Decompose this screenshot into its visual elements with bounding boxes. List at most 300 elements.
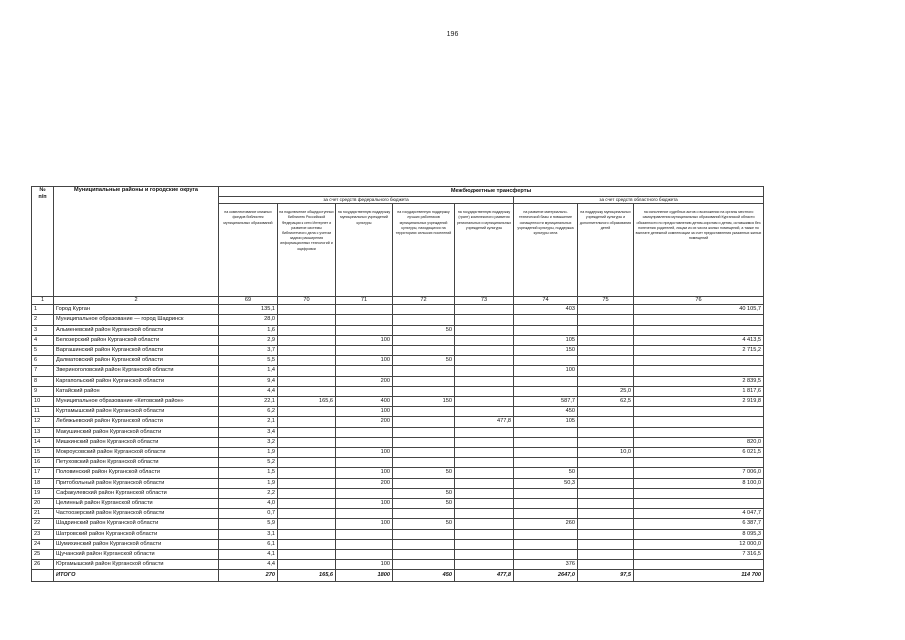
cell-c72 (393, 448, 455, 458)
cell-c74: 587,7 (514, 397, 578, 407)
cell-c76: 7 006,0 (634, 468, 764, 478)
cell-c71 (336, 315, 393, 325)
cell-c75 (578, 376, 634, 386)
cell-c74 (514, 458, 578, 468)
cell-c70 (278, 509, 336, 519)
cell-c72 (393, 437, 455, 447)
cell-c73 (455, 488, 514, 498)
cell-c72: 50 (393, 519, 455, 529)
cell-c76: 820,0 (634, 437, 764, 447)
cell-c70 (278, 437, 336, 447)
table-row (32, 407, 764, 417)
cell-c69: 22,1 (219, 397, 278, 407)
column-number: 1 (32, 297, 54, 305)
cell-c75 (578, 499, 634, 509)
cell-c76: 4 047,7 (634, 509, 764, 519)
cell-c72 (393, 478, 455, 488)
cell-c69: 1,9 (219, 448, 278, 458)
municipality-name: Город Курган (54, 305, 219, 315)
table-row (32, 325, 764, 335)
cell-c70 (278, 417, 336, 427)
cell-c74 (514, 325, 578, 335)
column-number: 74 (514, 297, 578, 305)
municipality-name: Шатровский район Курганской области (54, 529, 219, 539)
cell-c75 (578, 509, 634, 519)
cell-c73 (455, 305, 514, 315)
cell-c74 (514, 448, 578, 458)
cell-c70 (278, 519, 336, 529)
municipality-name: Мокроусовский район Курганской области (54, 448, 219, 458)
municipality-name: Муниципальное образование «Кетовский район» (54, 397, 219, 407)
cell-c75: 62,5 (578, 397, 634, 407)
cell-c70 (278, 560, 336, 570)
cell-c71 (336, 488, 393, 498)
municipality-name: Щучанский район Курганской области (54, 550, 219, 560)
row-number: 23 (32, 529, 54, 539)
row-number: 18 (32, 478, 54, 488)
header-federal: за счет средств федерального бюджета (219, 197, 514, 204)
cell-c74 (514, 376, 578, 386)
cell-c74 (514, 499, 578, 509)
cell-c75 (578, 315, 634, 325)
total-c71: 1800 (336, 570, 393, 582)
total-c74: 2647,0 (514, 570, 578, 582)
header-name: Муниципальные районы и городские округа (54, 187, 219, 297)
cell-c70 (278, 529, 336, 539)
cell-c72: 50 (393, 356, 455, 366)
table-row (32, 315, 764, 325)
cell-c76: 2 919,8 (634, 397, 764, 407)
cell-c69: 5,5 (219, 356, 278, 366)
cell-c76: 6 387,7 (634, 519, 764, 529)
header-col-70: на подключение общедоступных библиотек Российской Федерации к сети Интернет и развитие системы библиотечного дела с учетом задачи расширения информационных технологий и оцифровки (278, 204, 336, 297)
cell-c73 (455, 458, 514, 468)
cell-c71: 200 (336, 376, 393, 386)
row-number: 12 (32, 417, 54, 427)
table-row (32, 397, 764, 407)
cell-c70: 165,6 (278, 397, 336, 407)
cell-c70 (278, 468, 336, 478)
municipality-name: Сафакулевский район Курганской области (54, 488, 219, 498)
row-number: 20 (32, 499, 54, 509)
table-row (32, 366, 764, 376)
cell-c75 (578, 437, 634, 447)
cell-c69: 0,7 (219, 509, 278, 519)
cell-c69: 135,1 (219, 305, 278, 315)
row-number: 15 (32, 448, 54, 458)
cell-c71: 200 (336, 417, 393, 427)
cell-c74: 450 (514, 407, 578, 417)
total-c75: 97,5 (578, 570, 634, 582)
table-row (32, 478, 764, 488)
cell-c72 (393, 335, 455, 345)
cell-c76: 7 316,5 (634, 550, 764, 560)
cell-c75 (578, 488, 634, 498)
header-col-76: на исполнение судебных актов о возложении на органы местного самоуправления муниципальных образований Курганской области обязанности по предоставлению детям-сиротам и детям, оставшимся без попечения родителей, лицам из их числа жилых помещений, а также по выплате денежной компенсации за счет предоставления указанных жилых помещений (634, 204, 764, 297)
cell-c72 (393, 539, 455, 549)
cell-c70 (278, 376, 336, 386)
cell-c75 (578, 529, 634, 539)
cell-c69: 2,1 (219, 417, 278, 427)
cell-c75 (578, 346, 634, 356)
cell-c73 (455, 550, 514, 560)
cell-c69: 4,4 (219, 560, 278, 570)
cell-c72 (393, 529, 455, 539)
row-number: 5 (32, 346, 54, 356)
column-number: 70 (278, 297, 336, 305)
cell-c73 (455, 448, 514, 458)
cell-c74 (514, 427, 578, 437)
table-row (32, 539, 764, 549)
cell-c73 (455, 437, 514, 447)
table-row (32, 417, 764, 427)
total-c73: 477,8 (455, 570, 514, 582)
cell-c73 (455, 356, 514, 366)
row-number: 24 (32, 539, 54, 549)
municipality-name: Половинский район Курганской области (54, 468, 219, 478)
cell-c72 (393, 407, 455, 417)
cell-c76 (634, 417, 764, 427)
cell-c76: 2 715,2 (634, 346, 764, 356)
municipality-name: Шумихинский район Курганской области (54, 539, 219, 549)
cell-c71: 100 (336, 519, 393, 529)
municipality-name: Целинный район Курганской области (54, 499, 219, 509)
column-numbering-row (32, 297, 764, 305)
cell-c73 (455, 376, 514, 386)
cell-c75: 10,0 (578, 448, 634, 458)
total-c76: 114 700 (634, 570, 764, 582)
cell-c69: 9,4 (219, 376, 278, 386)
column-number: 73 (455, 297, 514, 305)
row-number: 22 (32, 519, 54, 529)
cell-c69: 3,7 (219, 346, 278, 356)
municipality-name: Катайский район (54, 386, 219, 396)
transfers-table (31, 186, 764, 582)
cell-c71: 100 (336, 468, 393, 478)
municipality-name: Белозерский район Курганской области (54, 335, 219, 345)
cell-c69: 2,9 (219, 335, 278, 345)
cell-c69: 1,5 (219, 468, 278, 478)
cell-c75 (578, 468, 634, 478)
table-row (32, 488, 764, 498)
cell-c76 (634, 315, 764, 325)
cell-c76: 1 817,6 (634, 386, 764, 396)
cell-c69: 1,4 (219, 366, 278, 376)
cell-c74: 376 (514, 560, 578, 570)
table-row (32, 386, 764, 396)
header-col-71: на государственную поддержку муниципальных учреждений культуры (336, 204, 393, 297)
cell-c69: 5,9 (219, 519, 278, 529)
row-number: 4 (32, 335, 54, 345)
cell-c72 (393, 366, 455, 376)
cell-c76: 6 021,5 (634, 448, 764, 458)
cell-c73 (455, 529, 514, 539)
table-row (32, 509, 764, 519)
cell-c72 (393, 305, 455, 315)
cell-c75 (578, 458, 634, 468)
cell-c76 (634, 499, 764, 509)
cell-c70 (278, 335, 336, 345)
table-row (32, 519, 764, 529)
total-no (32, 570, 54, 582)
row-number: 13 (32, 427, 54, 437)
cell-c72 (393, 427, 455, 437)
cell-c75 (578, 366, 634, 376)
cell-c76: 2 839,5 (634, 376, 764, 386)
row-number: 17 (32, 468, 54, 478)
cell-c71 (336, 386, 393, 396)
table-row (32, 427, 764, 437)
header-col-69: на комплектование книжных фондов библиотек муниципальных образований (219, 204, 278, 297)
cell-c71: 100 (336, 356, 393, 366)
cell-c71 (336, 550, 393, 560)
cell-c72: 50 (393, 499, 455, 509)
cell-c69: 3,1 (219, 529, 278, 539)
cell-c73: 477,8 (455, 417, 514, 427)
cell-c70 (278, 356, 336, 366)
cell-c74: 50,3 (514, 478, 578, 488)
cell-c74: 105 (514, 417, 578, 427)
cell-c75 (578, 335, 634, 345)
row-number: 8 (32, 376, 54, 386)
cell-c75 (578, 417, 634, 427)
cell-c76 (634, 427, 764, 437)
table-row (32, 448, 764, 458)
column-number: 69 (219, 297, 278, 305)
cell-c73 (455, 407, 514, 417)
cell-c76: 4 413,5 (634, 335, 764, 345)
cell-c69: 6,1 (219, 539, 278, 549)
cell-c73 (455, 427, 514, 437)
municipality-name: Муниципальное образование — город Шадринск (54, 315, 219, 325)
municipality-name: Альменевский район Курганской области (54, 325, 219, 335)
cell-c70 (278, 478, 336, 488)
municipality-name: Звериноголовский район Курганской области (54, 366, 219, 376)
transfers-table-wrapper (31, 186, 763, 582)
total-c72: 450 (393, 570, 455, 582)
cell-c74 (514, 315, 578, 325)
table-row (32, 499, 764, 509)
table-row (32, 529, 764, 539)
header-col-75: на поддержку муниципальных учреждений культуры и дополнительного образования детей (578, 204, 634, 297)
cell-c76: 8 100,0 (634, 478, 764, 488)
cell-c70 (278, 315, 336, 325)
cell-c75 (578, 427, 634, 437)
cell-c69: 5,2 (219, 458, 278, 468)
cell-c71 (336, 458, 393, 468)
cell-c69: 2,2 (219, 488, 278, 498)
cell-c73 (455, 346, 514, 356)
cell-c74: 150 (514, 346, 578, 356)
municipality-name: Петуховский район Курганской области (54, 458, 219, 468)
row-number: 9 (32, 386, 54, 396)
cell-c75 (578, 539, 634, 549)
cell-c76 (634, 560, 764, 570)
header-regional: за счет средств областного бюджета (514, 197, 764, 204)
table-row (32, 468, 764, 478)
row-number: 10 (32, 397, 54, 407)
cell-c71: 100 (336, 448, 393, 458)
cell-c76 (634, 458, 764, 468)
table-row (32, 335, 764, 345)
cell-c76 (634, 407, 764, 417)
cell-c72 (393, 346, 455, 356)
cell-c72: 150 (393, 397, 455, 407)
cell-c70 (278, 448, 336, 458)
cell-c74: 105 (514, 335, 578, 345)
total-c69: 270 (219, 570, 278, 582)
table-row (32, 437, 764, 447)
cell-c72 (393, 417, 455, 427)
cell-c74: 50 (514, 468, 578, 478)
cell-c71 (336, 539, 393, 549)
header-interbudget: Межбюджетные трансферты (219, 187, 764, 197)
cell-c72 (393, 458, 455, 468)
cell-c69: 1,6 (219, 325, 278, 335)
cell-c74 (514, 356, 578, 366)
cell-c71 (336, 366, 393, 376)
municipality-name: Макушинский район Курганской области (54, 427, 219, 437)
cell-c71: 100 (336, 499, 393, 509)
cell-c74: 260 (514, 519, 578, 529)
cell-c70 (278, 539, 336, 549)
cell-c71 (336, 305, 393, 315)
table-row (32, 550, 764, 560)
cell-c74 (514, 529, 578, 539)
cell-c74 (514, 437, 578, 447)
row-number: 16 (32, 458, 54, 468)
cell-c72 (393, 386, 455, 396)
cell-c69: 6,2 (219, 407, 278, 417)
cell-c72: 50 (393, 468, 455, 478)
row-number: 7 (32, 366, 54, 376)
cell-c72 (393, 315, 455, 325)
cell-c76 (634, 488, 764, 498)
row-number: 19 (32, 488, 54, 498)
cell-c76 (634, 325, 764, 335)
cell-c76 (634, 366, 764, 376)
row-number: 2 (32, 315, 54, 325)
cell-c71 (336, 529, 393, 539)
cell-c69: 3,4 (219, 427, 278, 437)
total-row (32, 570, 764, 582)
municipality-name: Варгашинский район Курганской области (54, 346, 219, 356)
cell-c72: 50 (393, 325, 455, 335)
cell-c73 (455, 386, 514, 396)
table-row (32, 376, 764, 386)
municipality-name: Лебяжьевский район Курганской области (54, 417, 219, 427)
cell-c71 (336, 325, 393, 335)
cell-c72 (393, 560, 455, 570)
table-row (32, 305, 764, 315)
cell-c69: 28,0 (219, 315, 278, 325)
cell-c70 (278, 386, 336, 396)
table-row (32, 346, 764, 356)
table-row (32, 560, 764, 570)
cell-c70 (278, 407, 336, 417)
cell-c74: 403 (514, 305, 578, 315)
cell-c71: 100 (336, 560, 393, 570)
municipality-name: Мишкинский район Курганской области (54, 437, 219, 447)
cell-c74 (514, 550, 578, 560)
cell-c73 (455, 335, 514, 345)
cell-c72 (393, 550, 455, 560)
municipality-name: Каргапольский район Курганской области (54, 376, 219, 386)
cell-c72 (393, 509, 455, 519)
cell-c72: 50 (393, 488, 455, 498)
cell-c71: 100 (336, 335, 393, 345)
page-number: 196 (446, 31, 459, 38)
cell-c70 (278, 488, 336, 498)
cell-c76: 8 095,3 (634, 529, 764, 539)
cell-c76: 12 000,0 (634, 539, 764, 549)
cell-c73 (455, 468, 514, 478)
cell-c75 (578, 560, 634, 570)
cell-c75 (578, 407, 634, 417)
cell-c76 (634, 356, 764, 366)
cell-c73 (455, 397, 514, 407)
cell-c71: 100 (336, 407, 393, 417)
row-number: 11 (32, 407, 54, 417)
cell-c74 (514, 386, 578, 396)
cell-c69: 4,4 (219, 386, 278, 396)
total-label: ИТОГО (54, 570, 219, 582)
cell-c75 (578, 356, 634, 366)
cell-c73 (455, 539, 514, 549)
row-number: 25 (32, 550, 54, 560)
municipality-name: Частоозерский район Курганской области (54, 509, 219, 519)
cell-c70 (278, 427, 336, 437)
cell-c71 (336, 427, 393, 437)
row-number: 1 (32, 305, 54, 315)
cell-c73 (455, 560, 514, 570)
column-number: 72 (393, 297, 455, 305)
cell-c71: 200 (336, 478, 393, 488)
header-col-73: на государственную поддержку (грант) комплексного развития региональных и муниципальных учреждений культуры (455, 204, 514, 297)
cell-c75 (578, 519, 634, 529)
column-number: 2 (54, 297, 219, 305)
header-col-74: на развитие материально-технической базы и повышение оснащенности муниципальных учреждений культуры, поддержка культуры села (514, 204, 578, 297)
cell-c75 (578, 478, 634, 488)
cell-c69: 3,2 (219, 437, 278, 447)
row-number: 26 (32, 560, 54, 570)
row-number: 3 (32, 325, 54, 335)
header-no: № п/п (32, 187, 54, 297)
cell-c73 (455, 478, 514, 488)
cell-c75: 25,0 (578, 386, 634, 396)
column-number: 71 (336, 297, 393, 305)
table-body (32, 305, 764, 570)
cell-c75 (578, 325, 634, 335)
cell-c76: 40 105,7 (634, 305, 764, 315)
cell-c70 (278, 325, 336, 335)
municipality-name: Куртамышский район Курганской области (54, 407, 219, 417)
cell-c75 (578, 550, 634, 560)
row-number: 6 (32, 356, 54, 366)
municipality-name: Притобольный район Курганской области (54, 478, 219, 488)
cell-c69: 1,9 (219, 478, 278, 488)
municipality-name: Шадринский район Курганской области (54, 519, 219, 529)
cell-c70 (278, 550, 336, 560)
cell-c73 (455, 366, 514, 376)
cell-c72 (393, 376, 455, 386)
cell-c73 (455, 315, 514, 325)
cell-c73 (455, 325, 514, 335)
cell-c71 (336, 346, 393, 356)
cell-c69: 4,0 (219, 499, 278, 509)
municipality-name: Юргамышский район Курганской области (54, 560, 219, 570)
cell-c70 (278, 305, 336, 315)
